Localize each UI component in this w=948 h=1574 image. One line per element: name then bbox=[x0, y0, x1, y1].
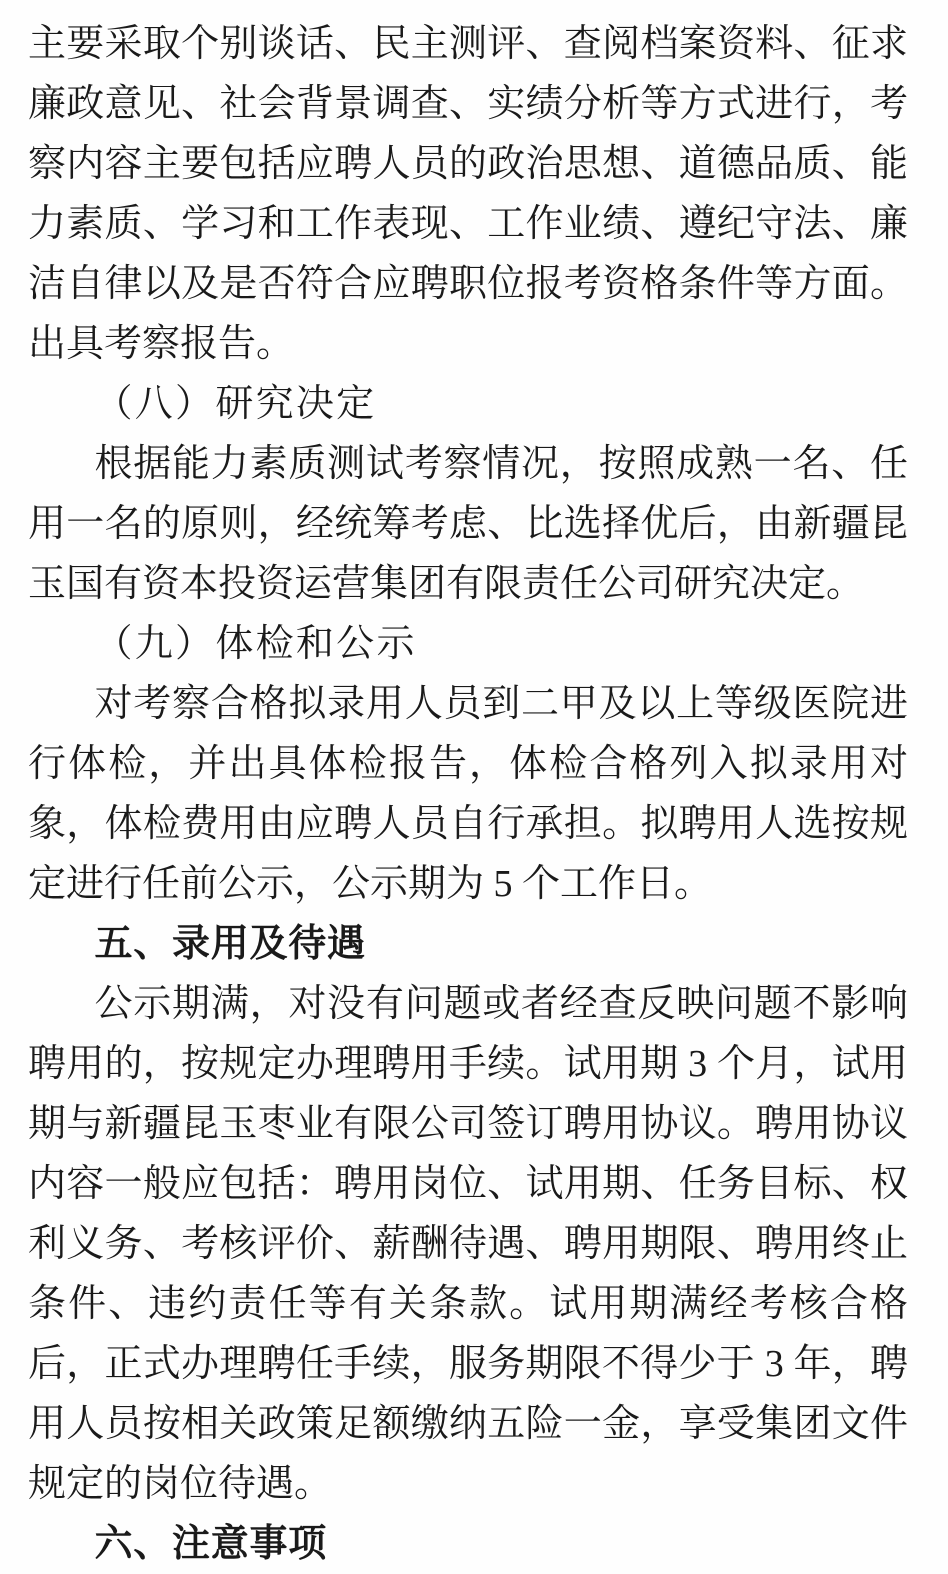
paragraph: 公示期满，对没有问题或者经查反映问题不影响聘用的，按规定办理聘用手续。试用期 3 个月，试用期与新疆昆玉枣业有限公司签订聘用协议。聘用协议内容一般应包括：聘用岗位、试用期、任务目标、权利义务、考核评价、薪酬待遇、聘用期限、聘用终止条件、违约责任等有关条款。试用期满经考核合格后，正式办理聘任手续，服务期限不得少于 3 年，聘用人员按相关政策足额缴纳五险一金，享受集团文件规定的岗位待遇。 bbox=[28, 983, 908, 1505]
section-heading: 六、注意事项 bbox=[94, 1523, 328, 1565]
paragraph: 根据能力素质测试考察情况，按照成熟一名、任用一名的原则，经统筹考虑、比选择优后，由新疆昆玉国有资本投资运营集团有限责任公司研究决定。 bbox=[28, 443, 908, 605]
paragraph: 主要采取个别谈话、民主测评、查阅档案资料、征求廉政意见、社会背景调查、实绩分析等方式进行，考察内容主要包括应聘人员的政治思想、道德品质、能力素质、学习和工作表现、工作业绩、遵纪守法、廉洁自律以及是否符合应聘职位报考资格条件等方面。出具考察报告。 bbox=[28, 23, 908, 365]
paragraph: 对考察合格拟录用人员到二甲及以上等级医院进行体检，并出具体检报告，体检合格列入拟录用对象，体检费用由应聘人员自行承担。拟聘用人选按规定进行任前公示，公示期为 5 个工作日。 bbox=[28, 683, 908, 905]
sub-section-heading: （九）体检和公示 bbox=[94, 623, 417, 665]
section-heading: 五、录用及待遇 bbox=[94, 923, 366, 965]
sub-section-heading: （八）研究决定 bbox=[94, 383, 377, 425]
